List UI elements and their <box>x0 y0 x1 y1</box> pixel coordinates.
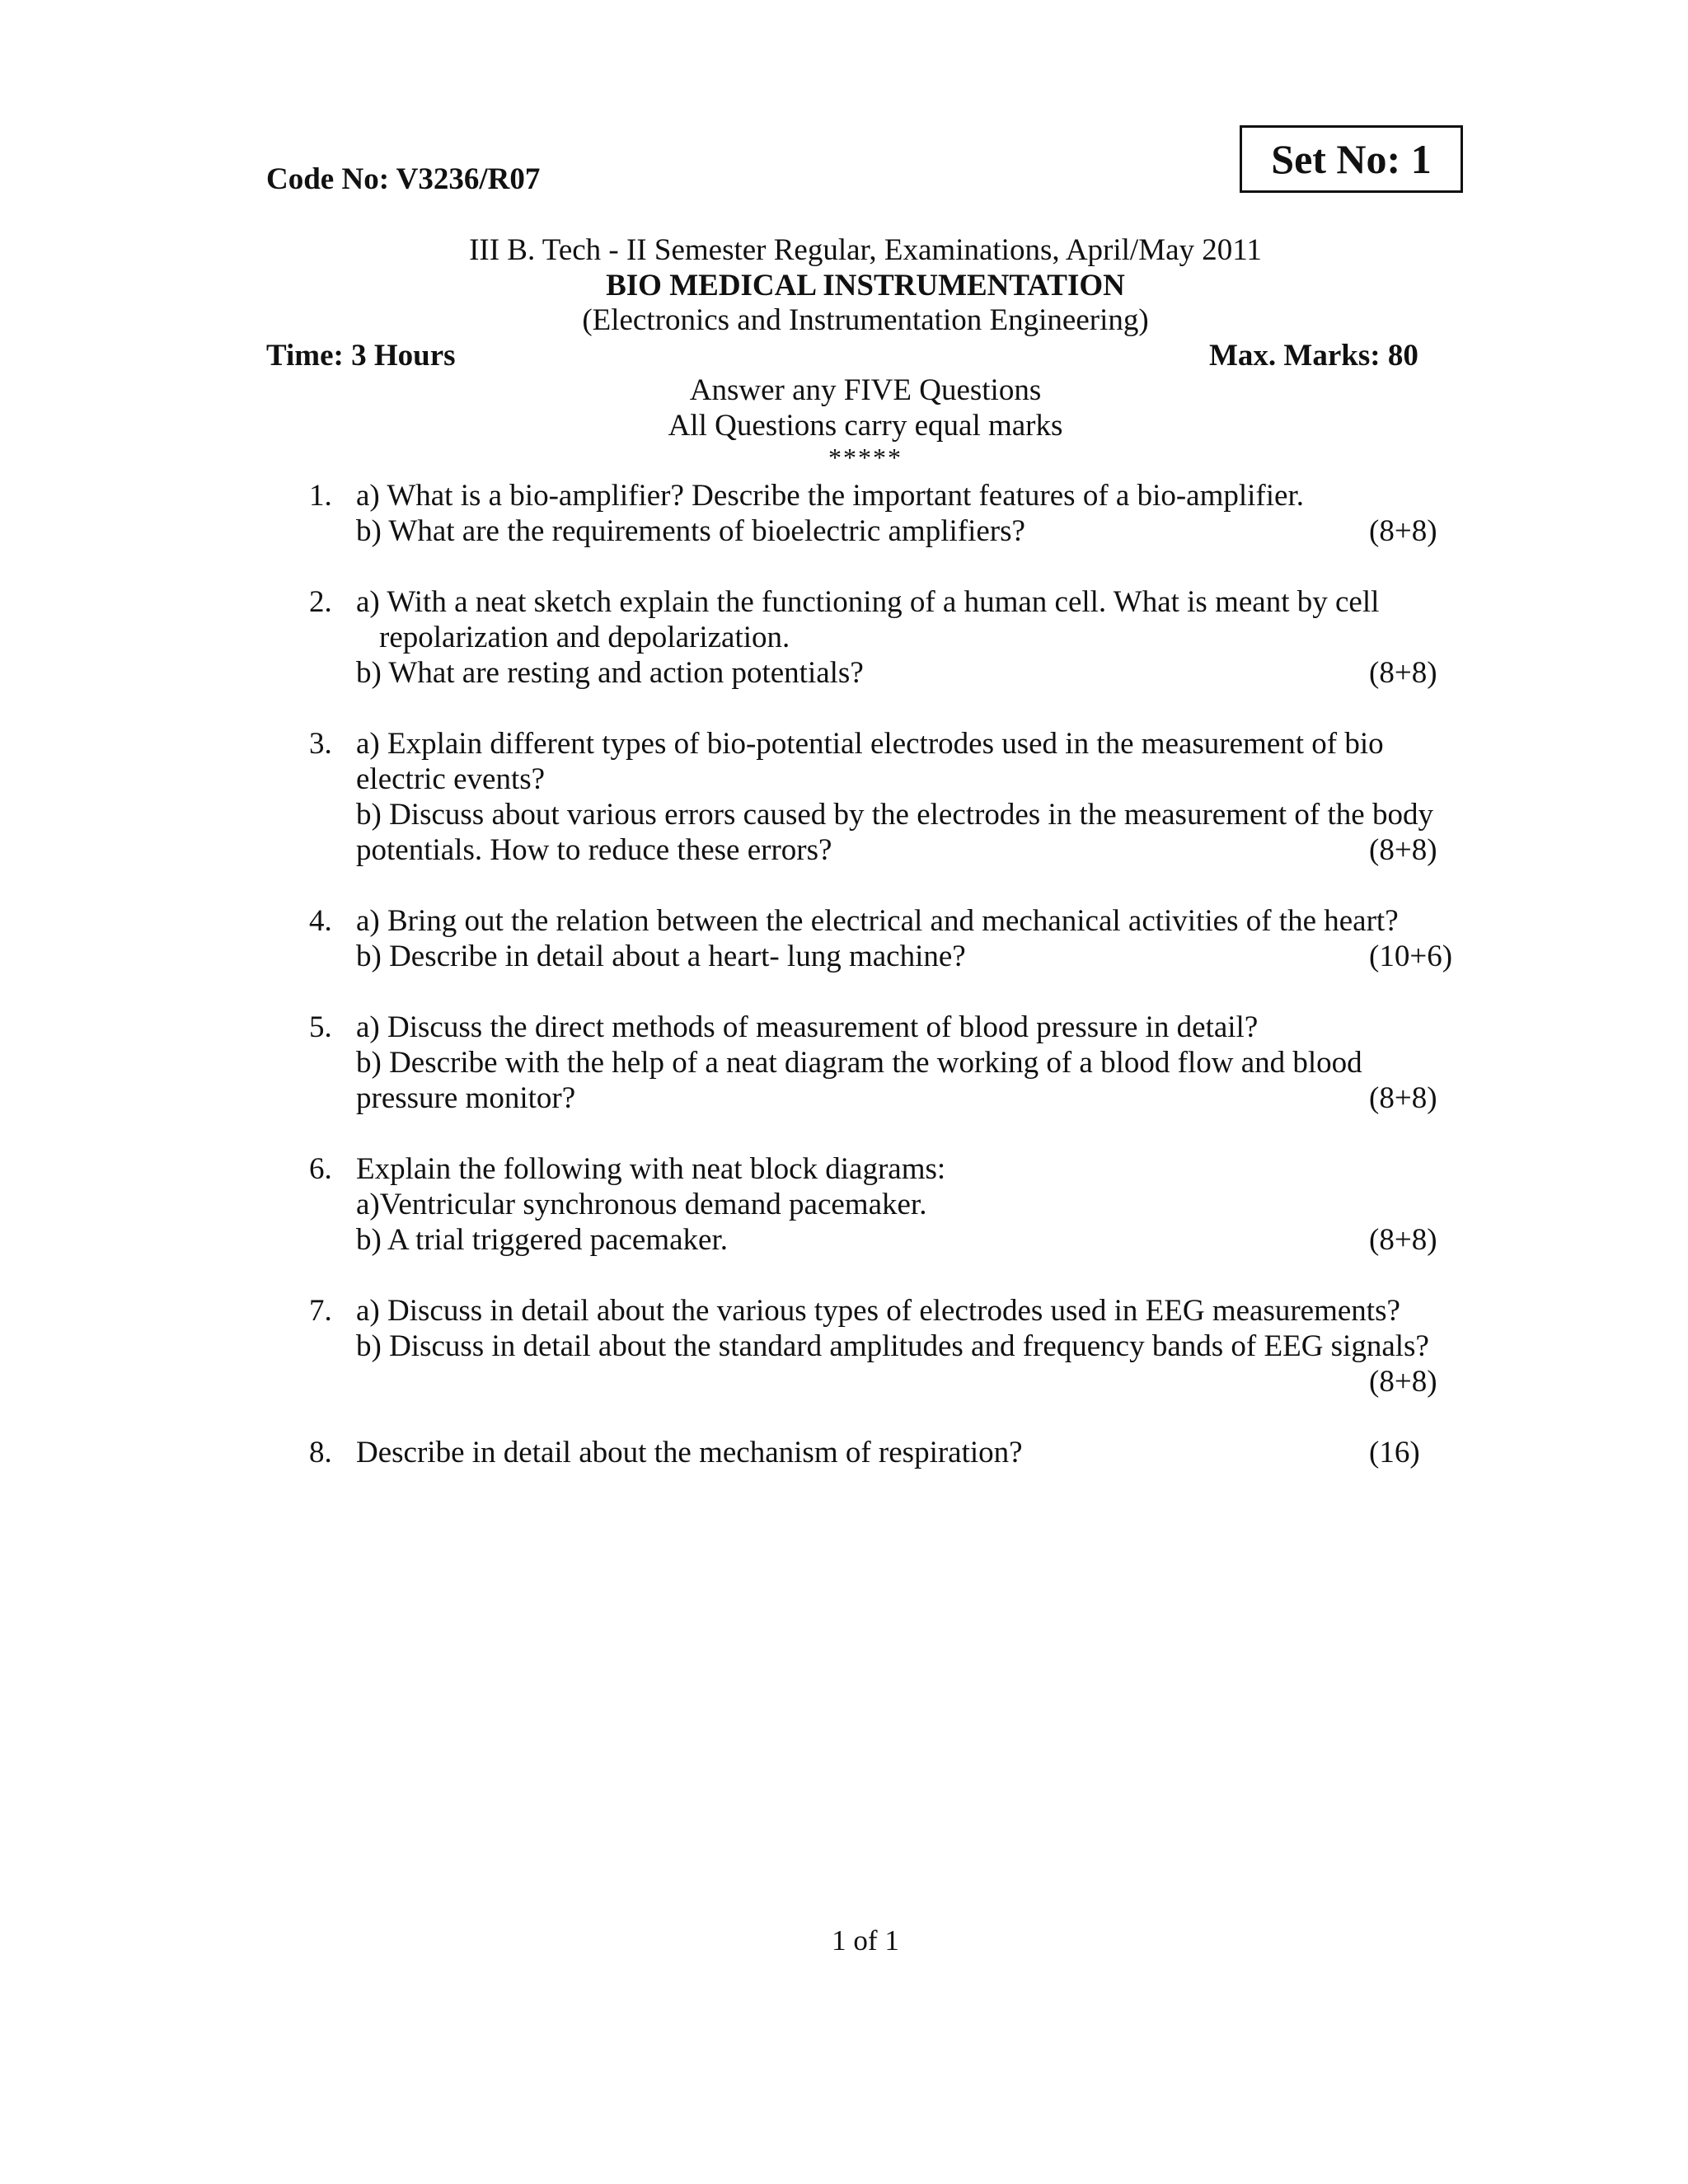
question-marks: (10+6) <box>1369 940 1453 973</box>
question-line: pressure monitor? <box>356 1081 576 1115</box>
question-line: a) Explain different types of bio-potential electrodes used in the measurement of bio <box>356 727 1384 761</box>
question-marks: (8+8) <box>1369 833 1437 867</box>
question-line: b) Describe with the help of a neat diagram the working of a blood flow and blood <box>356 1046 1362 1080</box>
question-marks: (8+8) <box>1369 1365 1437 1399</box>
question-number: 4. <box>309 904 332 938</box>
question-line: b) What are the requirements of bioelectric amplifiers? <box>356 514 1025 548</box>
instruction-answer: Answer any FIVE Questions <box>689 373 1042 407</box>
question-line: a) Discuss the direct methods of measurement of blood pressure in detail? <box>356 1010 1259 1044</box>
page-number: 1 of 1 <box>832 1924 899 1957</box>
question-marks: (8+8) <box>1369 1081 1437 1115</box>
exam-time: Time: 3 Hours <box>266 339 456 373</box>
question-line: potentials. How to reduce these errors? <box>356 833 832 867</box>
exam-title: III B. Tech - II Semester Regular, Examinations, April/May 2011 <box>469 233 1262 267</box>
question-line: b) Discuss about various errors caused by the electrodes in the measurement of the body <box>356 798 1433 832</box>
branch-name: (Electronics and Instrumentation Engineering) <box>582 303 1149 337</box>
question-line: b) What are resting and action potentials? <box>356 656 864 690</box>
max-marks: Max. Marks: 80 <box>1209 339 1418 373</box>
question-number: 7. <box>309 1294 332 1328</box>
question-number: 1. <box>309 479 332 513</box>
subject-title: BIO MEDICAL INSTRUMENTATION <box>606 269 1125 302</box>
question-line: a) What is a bio-amplifier? Describe the important features of a bio-amplifier. <box>356 479 1304 513</box>
question-number: 8. <box>309 1436 332 1469</box>
question-line: Explain the following with neat block diagrams: <box>356 1152 946 1186</box>
question-number: 6. <box>309 1152 332 1186</box>
set-number: Set No: 1 <box>1271 136 1432 182</box>
question-number: 2. <box>309 585 332 619</box>
question-line: a) Discuss in detail about the various types of electrodes used in EEG measurements? <box>356 1294 1400 1328</box>
question-marks: (8+8) <box>1369 1223 1437 1257</box>
question-line: a)Ventricular synchronous demand pacemaker. <box>356 1188 927 1221</box>
question-number: 5. <box>309 1010 332 1044</box>
question-number: 3. <box>309 727 332 761</box>
question-line: b) Describe in detail about a heart- lung machine? <box>356 940 966 973</box>
question-line: a) With a neat sketch explain the functioning of a human cell. What is meant by cell <box>356 585 1380 619</box>
question-line: b) A trial triggered pacemaker. <box>356 1223 729 1257</box>
separator-stars: ***** <box>828 443 903 472</box>
question-marks: (16) <box>1369 1436 1420 1469</box>
question-marks: (8+8) <box>1369 514 1437 548</box>
question-line: b) Discuss in detail about the standard amplitudes and frequency bands of EEG signals? <box>356 1329 1429 1363</box>
question-line: repolarization and depolarization. <box>379 621 790 654</box>
question-line: a) Bring out the relation between the electrical and mechanical activities of the heart? <box>356 904 1399 938</box>
question-line: Describe in detail about the mechanism of respiration? <box>356 1436 1023 1469</box>
instruction-marks: All Questions carry equal marks <box>668 409 1063 443</box>
code-number: Code No: V3236/R07 <box>266 162 541 196</box>
question-marks: (8+8) <box>1369 656 1437 690</box>
question-line: electric events? <box>356 762 546 796</box>
